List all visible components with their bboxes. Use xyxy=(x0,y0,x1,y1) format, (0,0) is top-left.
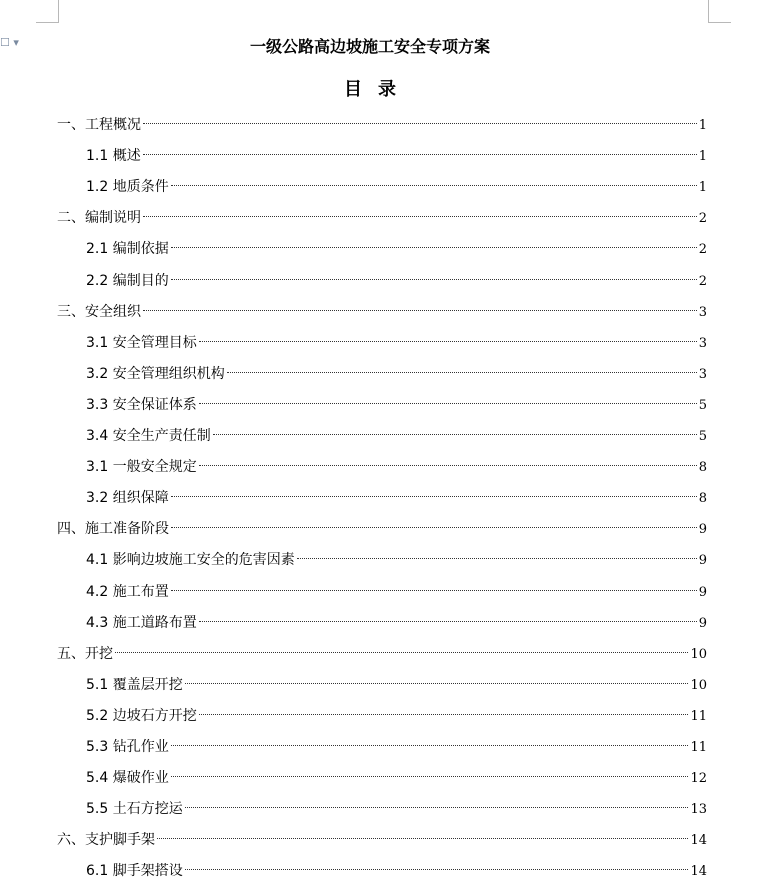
toc-entry-page-number: 11 xyxy=(690,740,707,755)
toc-entry-page-number: 1 xyxy=(698,118,707,133)
toc-dot-leader xyxy=(143,154,697,155)
toc-dot-leader xyxy=(185,869,689,870)
toc-dot-leader xyxy=(199,621,697,622)
toc-entry-label: 1.2 地质条件 xyxy=(86,179,169,196)
toc-entry-label: 3.3 安全保证体系 xyxy=(86,396,197,413)
toc-entry-page-number: 14 xyxy=(690,864,707,880)
toc-entry-page-number: 10 xyxy=(690,677,707,693)
toc-entry[interactable] xyxy=(86,390,707,421)
toc-dot-leader xyxy=(213,434,697,435)
toc-entry-page-number: 9 xyxy=(698,553,707,569)
toc-entry-label: 二、编制说明 xyxy=(57,210,141,227)
toc-entry[interactable] xyxy=(57,297,707,328)
toc-dot-leader xyxy=(143,216,697,217)
toc-entry-label: 4.2 施工布置 xyxy=(86,583,169,600)
toc-entry[interactable] xyxy=(57,639,707,670)
toc-entry[interactable] xyxy=(57,203,707,234)
toc-entry-label: 5.2 边坡石方开挖 xyxy=(86,707,197,724)
toc-entry-label: 三、安全组织 xyxy=(57,303,141,320)
toc-entry-page-number: 1 xyxy=(698,149,707,165)
toc-entry[interactable] xyxy=(86,763,707,794)
toc-entry[interactable] xyxy=(86,172,707,203)
toc-entry[interactable] xyxy=(86,545,707,576)
page-corner-mark-right xyxy=(708,0,731,23)
toc-entry[interactable] xyxy=(86,359,707,390)
toc-entry-label: 五、开挖 xyxy=(57,645,113,662)
toc-entry-label: 5.1 覆盖层开挖 xyxy=(86,676,183,693)
toc-entry-page-number: 9 xyxy=(698,584,707,600)
toc-entry[interactable] xyxy=(86,794,707,825)
toc-entry-page-number: 10 xyxy=(690,646,707,662)
toc-dot-leader xyxy=(115,652,688,653)
toc-entry-label: 一、工程概况 xyxy=(57,117,141,133)
toc-entry[interactable] xyxy=(86,421,707,452)
toc-entry-label: 4.1 影响边坡施工安全的危害因素 xyxy=(86,552,295,569)
toc-entry[interactable] xyxy=(86,452,707,483)
toc-dot-leader xyxy=(171,496,697,497)
toc-entry-page-number: 2 xyxy=(698,211,707,227)
toc-dot-leader xyxy=(227,372,697,373)
side-toolbar-icon[interactable]: ☐ ▾ xyxy=(0,36,19,49)
toc-entry-label: 5.4 爆破作业 xyxy=(86,770,169,787)
toc-entry[interactable] xyxy=(86,608,707,639)
toc-entry-page-number: 8 xyxy=(698,491,707,507)
toc-entry-page-number: 3 xyxy=(698,304,707,320)
toc-dot-leader xyxy=(199,341,697,342)
toc-entry-label: 六、支护脚手架 xyxy=(57,832,155,849)
toc-dot-leader xyxy=(171,527,697,528)
toc-entry[interactable] xyxy=(57,110,707,141)
toc-entry-page-number: 13 xyxy=(690,802,707,818)
toc-entry[interactable] xyxy=(86,483,707,514)
toc-dot-leader xyxy=(171,185,697,186)
toc-entry-page-number: 5 xyxy=(698,429,707,444)
toc-entry-label: 2.2 编制目的 xyxy=(86,272,169,289)
toc-entry-label: 3.1 一般安全规定 xyxy=(86,459,197,476)
toc-entry-label: 2.1 编制依据 xyxy=(86,241,169,258)
toc-entry-page-number: 8 xyxy=(698,460,707,476)
toc-dot-leader xyxy=(199,403,697,404)
toc-entry-page-number: 2 xyxy=(698,242,707,258)
toc-dot-leader xyxy=(157,838,688,839)
toc-dot-leader xyxy=(171,279,697,280)
toc-entry-label: 3.2 安全管理组织机构 xyxy=(86,365,225,382)
toc-entry-page-number: 5 xyxy=(698,397,707,413)
toc-entry-label: 6.1 脚手架搭设 xyxy=(86,863,183,880)
toc-entry-label: 4.3 施工道路布置 xyxy=(86,614,197,631)
toc-entry-label: 3.2 组织保障 xyxy=(86,490,169,507)
toc-dot-leader xyxy=(185,683,689,684)
toc-dot-leader xyxy=(171,745,689,746)
toc-entry[interactable] xyxy=(86,141,707,172)
toc-entry[interactable] xyxy=(86,234,707,265)
toc-dot-leader xyxy=(143,123,697,124)
page-corner-mark-left xyxy=(36,0,59,23)
toc-entry-label: 四、施工准备阶段 xyxy=(57,521,169,538)
toc-entry-page-number: 12 xyxy=(690,771,707,787)
toc-entry-page-number: 9 xyxy=(698,522,707,538)
toc-dot-leader xyxy=(199,465,697,466)
toc-entry-label: 5.5 土石方挖运 xyxy=(86,801,183,818)
toc-entry[interactable] xyxy=(86,701,707,732)
toc-entry-page-number: 11 xyxy=(690,708,707,724)
toc-entry[interactable] xyxy=(86,856,707,887)
toc-entry-page-number: 3 xyxy=(698,366,707,382)
toc-entry-label: 3.4 安全生产责任制 xyxy=(86,428,211,444)
toc-entry-label: 1.1 概述 xyxy=(86,148,141,165)
document-title: 一级公路高边坡施工安全专项方案 xyxy=(249,37,490,56)
toc-entry[interactable] xyxy=(57,825,707,856)
toc-heading: 目录 xyxy=(344,79,412,100)
toc-entry[interactable] xyxy=(86,266,707,297)
toc-entry-page-number: 1 xyxy=(698,180,707,196)
toc-dot-leader xyxy=(297,558,697,559)
toc-entry-page-number: 3 xyxy=(698,335,707,351)
toc-dot-leader xyxy=(143,310,697,311)
toc-entry-page-number: 9 xyxy=(698,615,707,631)
toc-dot-leader xyxy=(171,776,689,777)
toc-dot-leader xyxy=(171,247,697,248)
toc-entry-page-number: 14 xyxy=(690,833,707,849)
toc-entry[interactable] xyxy=(86,328,707,359)
toc-dot-leader xyxy=(199,714,689,715)
toc-entry-page-number: 2 xyxy=(698,273,707,289)
toc-dot-leader xyxy=(171,590,697,591)
toc-entry[interactable] xyxy=(57,514,707,545)
toc-entry[interactable] xyxy=(86,577,707,608)
toc-entry[interactable] xyxy=(86,732,707,763)
toc-entry-label: 3.1 安全管理目标 xyxy=(86,334,197,351)
toc-entry[interactable] xyxy=(86,670,707,701)
toc-entry-label: 5.3 钻孔作业 xyxy=(86,739,169,755)
toc-dot-leader xyxy=(185,807,689,808)
